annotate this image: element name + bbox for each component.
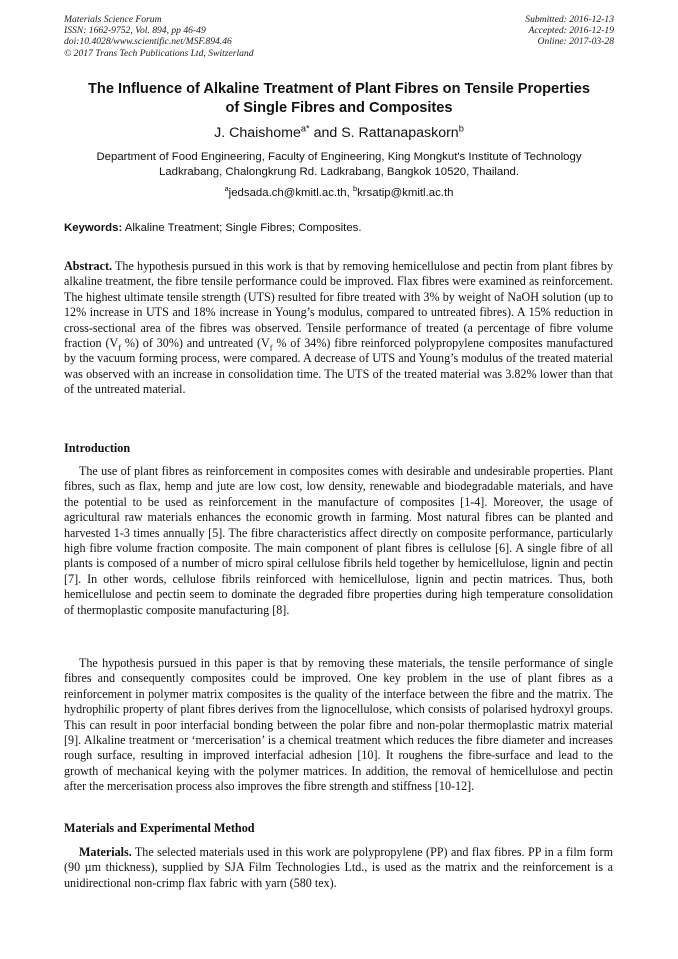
email-b-marker: b: [352, 184, 358, 194]
affiliation: [40, 150, 638, 181]
author-1: J. Chaishome: [214, 125, 301, 141]
authors: [40, 124, 638, 142]
abstract-text-2: %) of 30%) and untreated (V: [120, 336, 270, 351]
materials-label: Materials.: [79, 845, 132, 859]
author-connector: and: [309, 125, 342, 141]
affiliation-line-1: Department of Food Engineering, Faculty of Engineering, King Mongkut's Institute of Technology: [96, 151, 582, 163]
paper-title: [40, 80, 638, 118]
journal-header-left: [64, 14, 254, 59]
author-2: S. Rattanapaskorn: [341, 125, 459, 141]
abstract: [64, 259, 613, 398]
abstract-text-1: The hypothesis pursued in this work is that by removing hemicellulose and pectin from plant fibres by alkaline treatment, the fibre tensile performance could be improved. Flax fibres were examined as reinforcement. The highest ultimate tensile strength (UTS) resulted for fibre treated with 3% by weight of NaOH solution (up to 12% increase in UTS and 18% increase in Young’s modulus, compared to untreated fibres). A 15% reduction in cross-sectional area of the fibres was observed. Tensile performance of treated (a percentage of fibre volume fraction (V: [64, 259, 613, 351]
online-date: Online: 2017-03-28: [537, 36, 614, 48]
abstract-sub-1: f: [118, 343, 121, 353]
author-emails: [40, 186, 638, 200]
materials-heading: Materials and Experimental Method: [64, 821, 255, 835]
email-b: krsatip@kmitl.ac.th: [357, 187, 454, 199]
keywords-label: Keywords:: [64, 222, 123, 234]
materials-text: The selected materials used in this work are polypropylene (PP) and flax fibres. PP in a film form (90 µm thickness), supplied by SJA Film Technologies Ltd., is used as the matrix and the reinforcement is a unidirectional non-crimp flax fabric with yarn (580 tex).: [64, 845, 613, 890]
email-a-marker: a: [224, 184, 229, 194]
abstract-text-3: % of 34%) fibre reinforced polypropylene composites manufactured by the vacuum forming process, were compared. A decrease of UTS and Young’s modulus of the treated material was observed with an increase in consolidation time. The UTS of the treated material was 3.82% lower than that of the untreated material.: [64, 336, 614, 397]
materials-paragraph: [64, 845, 613, 891]
title-line-2: of Single Fibres and Composites: [225, 100, 453, 116]
journal-copyright: © 2017 Trans Tech Publications Ltd, Switzerland: [64, 47, 254, 59]
journal-doi: doi:10.4028/www.scientific.net/MSF.894.46: [64, 36, 232, 48]
journal-header-right: [525, 14, 614, 48]
keywords-text: Alkaline Treatment; Single Fibres; Composites.: [122, 222, 362, 234]
introduction-heading: Introduction: [64, 441, 131, 455]
abstract-sub-2: f: [269, 343, 273, 353]
abstract-label: Abstract.: [64, 259, 113, 273]
journal-issn: ISSN: 1662-9752, Vol. 894, pp 46-49: [64, 25, 206, 37]
keywords: [64, 221, 624, 235]
introduction-paragraph-2: The hypothesis pursued in this paper is that by removing these materials, the tensile performance of single fibres and consequently composites could be improved. One key problem in the use of plant fibres as a reinforcement in polymer matrix composites is the quality of the interface between the fibre and the matrix. The hydrophilic property of plant fibres derives from the lignocellulose, which consists of polarised hydroxyl groups. This can result in poor interfacial bonding between the polar fibre and non-polar thermoplastic matrix material [9]. Alkaline treatment or ‘mercerisation’ is a chemical treatment which reduces the fibre diameter and increases rough surface, resulting in improved interfacial adhesion [10]. It roughens the fibre-surface and lead to the growth of mechanical keying with the polymer matrices. In addition, the removal of hemicellulose and pectin after the mercerisation process also improves the fibre strength and stiffness [10-12].: [64, 656, 613, 794]
affiliation-line-2: Ladkrabang, Chalongkrung Rd. Ladkrabang, Bangkok 10520, Thailand.: [158, 166, 520, 179]
email-a: jedsada.ch@kmitl.ac.th,: [228, 187, 353, 199]
journal-name: Materials Science Forum: [64, 14, 162, 25]
submitted-date: Submitted: 2016-12-13: [525, 14, 614, 25]
introduction-paragraph-1: The use of plant fibres as reinforcement in composites comes with desirable and undesirable properties. Plant fibres, such as flax, hemp and jute are low cost, low density, renewable and biodegradable materials, and have the potential to be used as reinforcement in the manufacture of composites [1-4]. Moreover, the usage of agricultural raw materials enhances the economic growth in farming. Most natural fibres can be planted and harvested 1-3 times annually [5]. The fibre characteristics affect directly on composite performance, particularly high fibre volume fraction composite. The main component of plant fibres is cellulose [6]. A single fibre of all plants is composed of a number of micro spiral cellulose fibrils held together by hemicellulose, lignin and pectin [7]. In other words, cellulose fibrils reinforced with hemicellulose, lignin and pectin matrices. Thus, both hemicellulose and pectin seem to dominate the degraded fibre properties during high temperature consolidation of thermoplastic composite manufacturing [8].: [64, 464, 613, 617]
accepted-date: Accepted: 2016-12-19: [528, 25, 614, 37]
author-1-marker: a*: [300, 123, 310, 134]
author-2-marker: b: [458, 123, 464, 134]
title-line-1: The Influence of Alkaline Treatment of Plant Fibres on Tensile Properties: [88, 81, 590, 97]
